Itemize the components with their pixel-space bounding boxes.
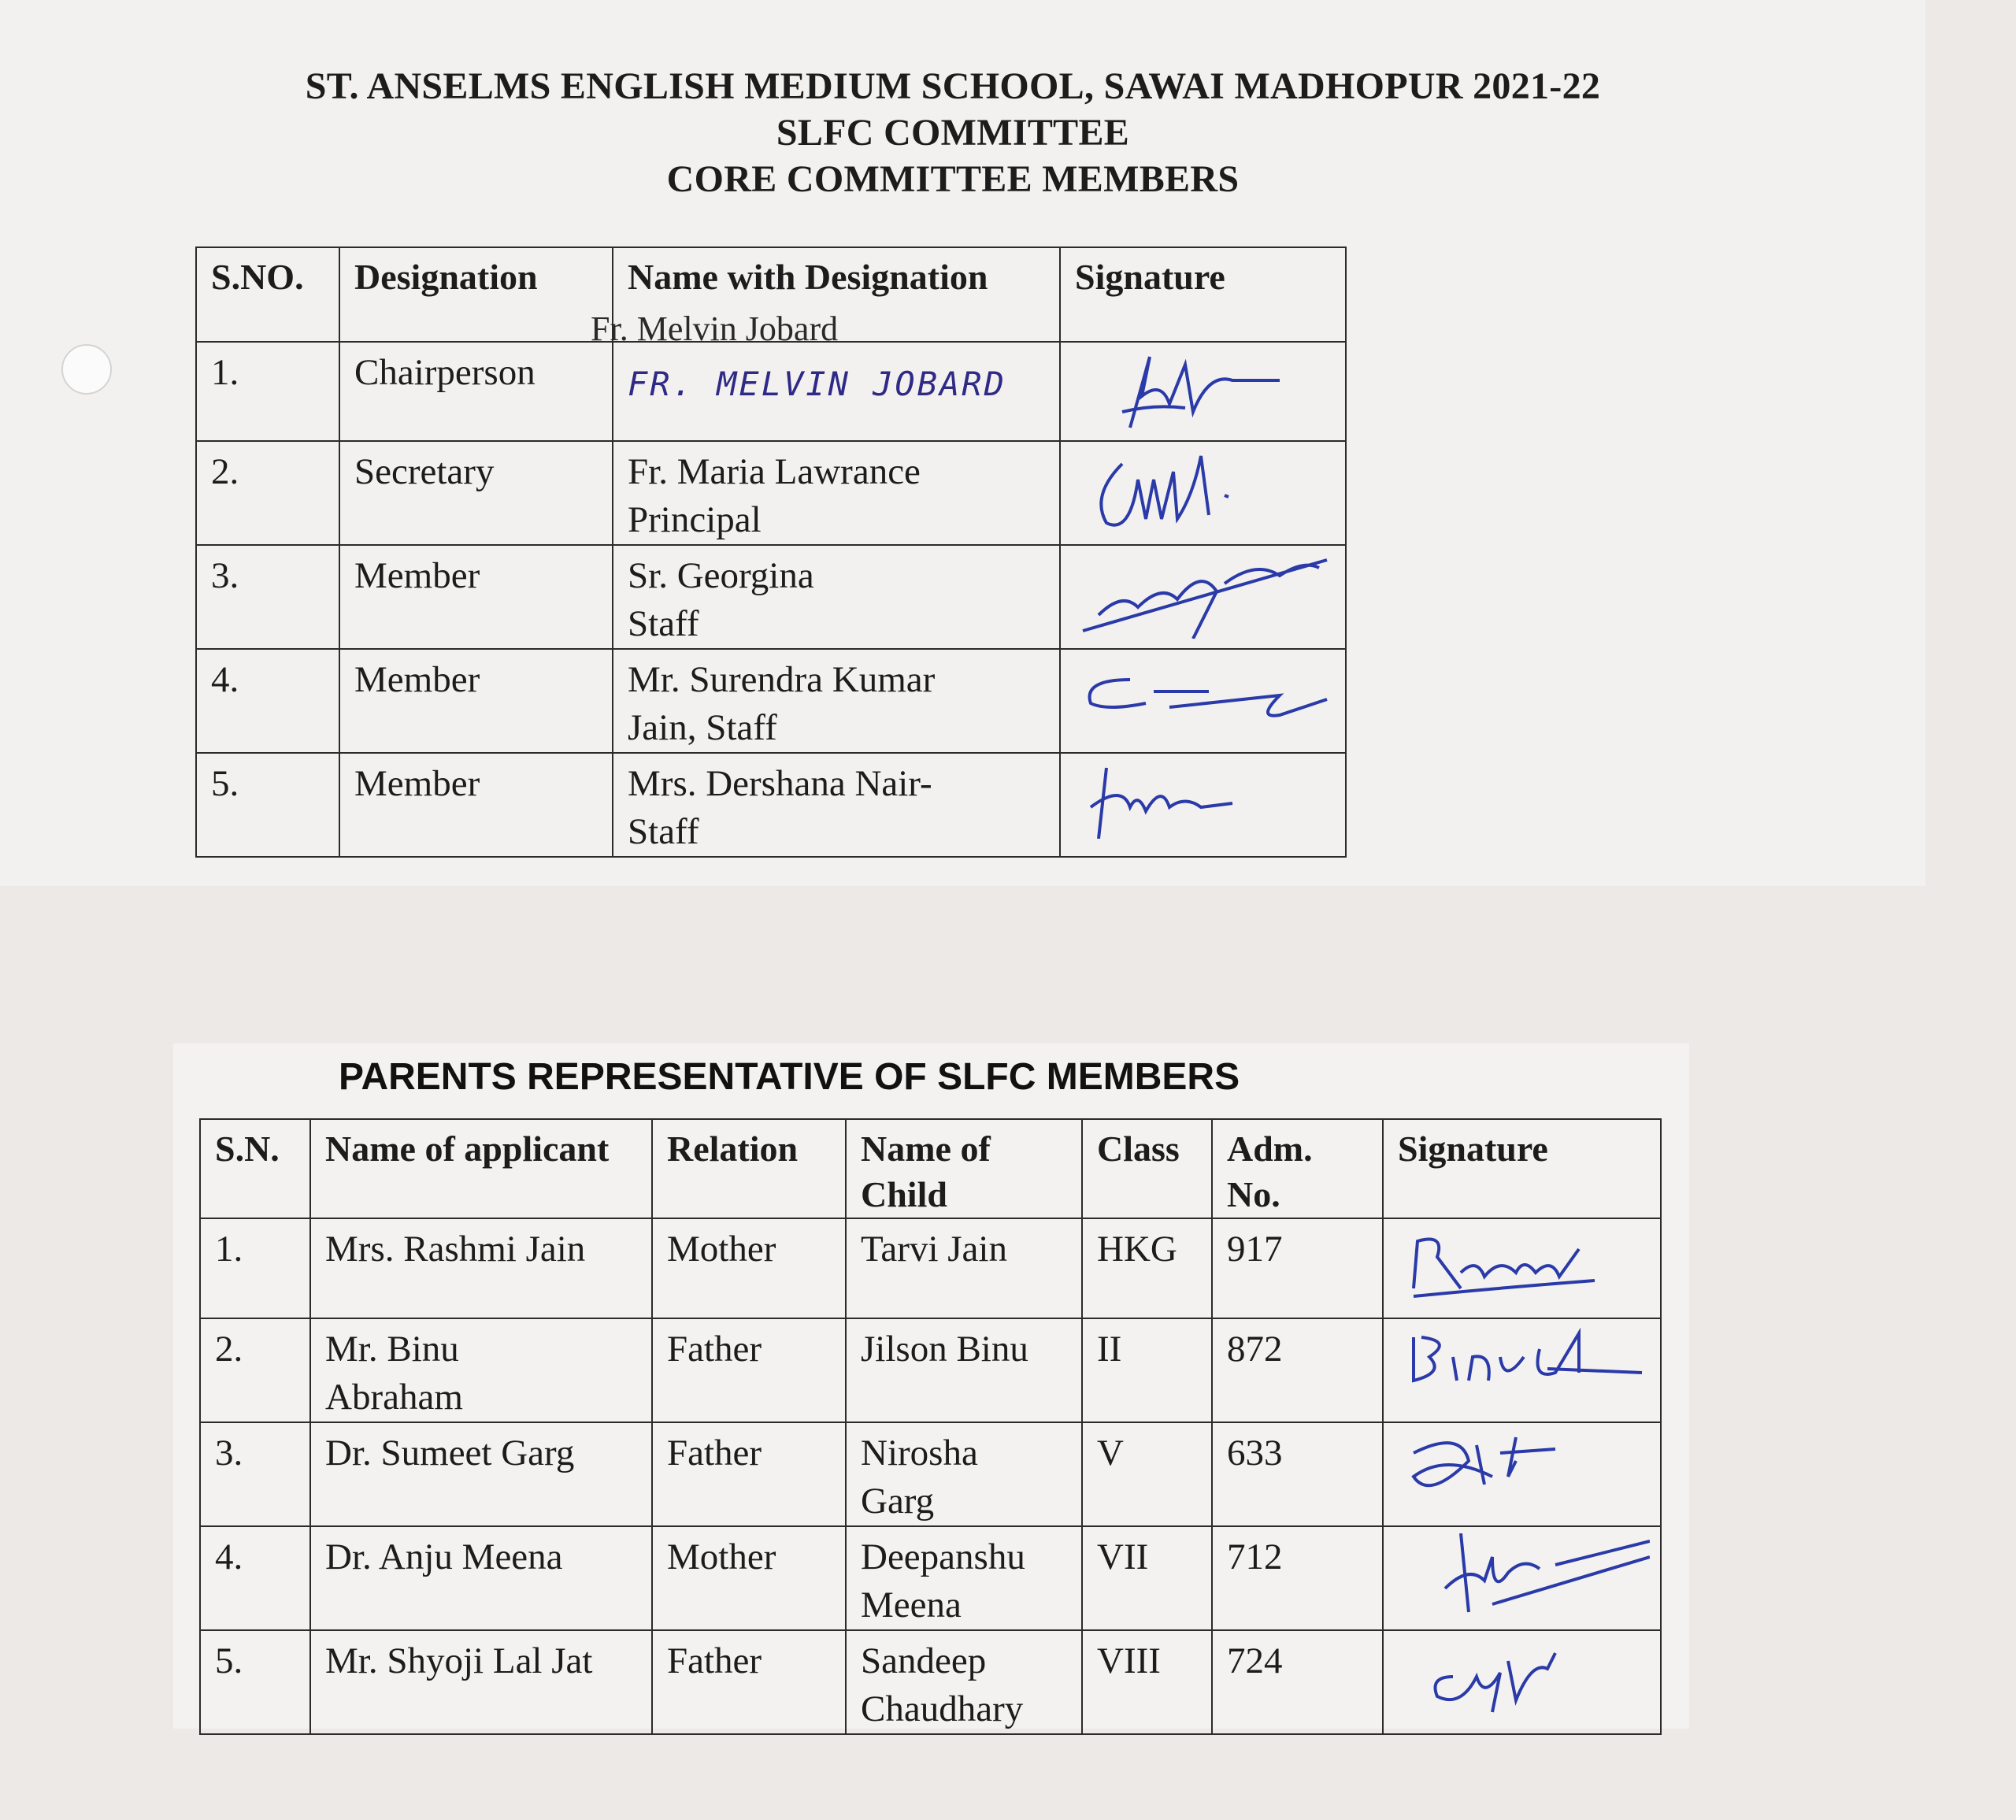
table-row <box>196 753 1346 857</box>
cell-adm: 633 <box>1212 1422 1383 1526</box>
cell-signature <box>1383 1318 1661 1422</box>
cell-designation: Member <box>339 753 613 857</box>
cell-sno: 4. <box>196 649 339 753</box>
committee-title: SLFC COMMITTEE <box>776 112 1130 154</box>
cell-child <box>846 1526 1082 1630</box>
child-line-1: Deepanshu <box>861 1536 1025 1577</box>
table-row <box>200 1218 1661 1318</box>
cell-sn: 5. <box>200 1630 310 1734</box>
name-line-2: Principal <box>628 499 762 540</box>
cell-child <box>846 1422 1082 1526</box>
table-row <box>196 649 1346 753</box>
cell-name <box>613 649 1060 753</box>
cell-sn: 3. <box>200 1422 310 1526</box>
cell-class: VIII <box>1082 1630 1212 1734</box>
cell-designation: Chairperson <box>339 342 613 441</box>
child-line-2: Garg <box>861 1481 935 1522</box>
cell-signature <box>1060 441 1346 545</box>
name-line-1: Mr. Surendra Kumar <box>628 659 936 700</box>
cell-signature <box>1383 1218 1661 1318</box>
child-line-1: Jilson Binu <box>861 1329 1028 1370</box>
signature-image <box>1075 552 1343 639</box>
signature-image <box>1398 1533 1650 1620</box>
signature-image <box>1398 1429 1634 1516</box>
parents-table <box>199 1118 1662 1735</box>
table-row <box>200 1318 1661 1422</box>
col-header-name: Name with Designation <box>613 247 1060 342</box>
applicant-line-1: Mr. Shyoji Lal Jat <box>325 1640 593 1681</box>
cell-sno: 1. <box>196 342 339 441</box>
cell-name <box>613 545 1060 649</box>
applicant-line-1: Mrs. Rashmi Jain <box>325 1229 586 1270</box>
cell-applicant <box>310 1422 652 1526</box>
cell-adm: 712 <box>1212 1526 1383 1630</box>
cell-applicant <box>310 1630 652 1734</box>
child-line-1: Nirosha <box>861 1433 978 1473</box>
cell-applicant <box>310 1218 652 1318</box>
handwritten-name: FR. MELVIN JOBARD <box>628 365 1006 403</box>
cell-child <box>846 1318 1082 1422</box>
cell-relation: Father <box>652 1318 846 1422</box>
name-line-2: Staff <box>628 811 699 852</box>
cell-applicant <box>310 1526 652 1630</box>
table-row <box>200 1630 1661 1734</box>
col-header-child: Name of Child <box>846 1119 1082 1218</box>
child-line-2: Chaudhary <box>861 1688 1024 1729</box>
table-row <box>196 342 1346 441</box>
cell-class: V <box>1082 1422 1212 1526</box>
cell-signature <box>1060 545 1346 649</box>
col-header-class: Class <box>1082 1119 1212 1218</box>
applicant-line-1: Mr. Binu <box>325 1329 459 1370</box>
cell-sno: 5. <box>196 753 339 857</box>
col-header-sno: S.NO. <box>196 247 339 342</box>
applicant-line-1: Dr. Anju Meena <box>325 1536 563 1577</box>
signature-image <box>1075 760 1264 839</box>
cell-adm: 917 <box>1212 1218 1383 1318</box>
cell-designation: Secretary <box>339 441 613 545</box>
cell-relation: Mother <box>652 1526 846 1630</box>
signature-image <box>1075 656 1343 735</box>
punch-hole <box>61 344 112 395</box>
child-line-2: Meena <box>861 1585 962 1625</box>
cell-signature <box>1060 342 1346 441</box>
name-line-2: Staff <box>628 603 699 644</box>
table-header-row <box>200 1119 1661 1218</box>
table-row <box>200 1422 1661 1526</box>
cell-relation: Mother <box>652 1218 846 1318</box>
cell-class: II <box>1082 1318 1212 1422</box>
cell-designation: Member <box>339 545 613 649</box>
col-header-signature: Signature <box>1383 1119 1661 1218</box>
signature-image <box>1398 1225 1634 1304</box>
table-row <box>196 545 1346 649</box>
col-header-designation: Designation <box>339 247 613 342</box>
name-line-1: Mrs. Dershana Nair- <box>628 763 932 804</box>
cell-applicant <box>310 1318 652 1422</box>
cell-signature <box>1383 1630 1661 1734</box>
col-header-applicant: Name of applicant <box>310 1119 652 1218</box>
cell-signature <box>1383 1526 1661 1630</box>
col-header-sn: S.N. <box>200 1119 310 1218</box>
applicant-line-1: Dr. Sumeet Garg <box>325 1433 575 1473</box>
name-line-1: Fr. Maria Lawrance <box>628 451 921 492</box>
signature-image <box>1075 448 1327 535</box>
cell-signature <box>1060 753 1346 857</box>
col-header-signature: Signature <box>1060 247 1346 342</box>
col-header-adm: Adm. No. <box>1212 1119 1383 1218</box>
overlay-typed-name: Fr. Melvin Jobard <box>591 310 839 348</box>
table-row <box>196 441 1346 545</box>
cell-sn: 4. <box>200 1526 310 1630</box>
table-row <box>200 1526 1661 1630</box>
cell-designation: Member <box>339 649 613 753</box>
signature-image <box>1398 1325 1650 1396</box>
col-header-relation: Relation <box>652 1119 846 1218</box>
cell-sno: 2. <box>196 441 339 545</box>
cell-sn: 2. <box>200 1318 310 1422</box>
cell-adm: 872 <box>1212 1318 1383 1422</box>
school-title: ST. ANSELMS ENGLISH MEDIUM SCHOOL, SAWAI MADHOPUR 2021-22 <box>305 65 1601 107</box>
cell-child <box>846 1218 1082 1318</box>
cell-signature <box>1060 649 1346 753</box>
cell-name <box>613 753 1060 857</box>
child-line-1: Sandeep <box>861 1640 987 1681</box>
cell-sno: 3. <box>196 545 339 649</box>
core-members-title: CORE COMMITTEE MEMBERS <box>666 158 1240 200</box>
signature-image <box>1398 1637 1603 1716</box>
cell-name <box>613 441 1060 545</box>
cell-name <box>613 342 1060 441</box>
cell-child <box>846 1630 1082 1734</box>
parents-title: PARENTS REPRESENTATIVE OF SLFC MEMBERS <box>339 1056 1240 1098</box>
applicant-line-2: Abraham <box>325 1377 463 1418</box>
cell-class: HKG <box>1082 1218 1212 1318</box>
cell-adm: 724 <box>1212 1630 1383 1734</box>
cell-relation: Father <box>652 1630 846 1734</box>
cell-signature <box>1383 1422 1661 1526</box>
cell-sn: 1. <box>200 1218 310 1318</box>
cell-relation: Father <box>652 1422 846 1526</box>
child-line-1: Tarvi Jain <box>861 1229 1007 1270</box>
name-line-2: Jain, Staff <box>628 707 777 748</box>
cell-class: VII <box>1082 1526 1212 1630</box>
signature-image <box>1075 349 1327 436</box>
name-line-1: Sr. Georgina <box>628 555 814 596</box>
